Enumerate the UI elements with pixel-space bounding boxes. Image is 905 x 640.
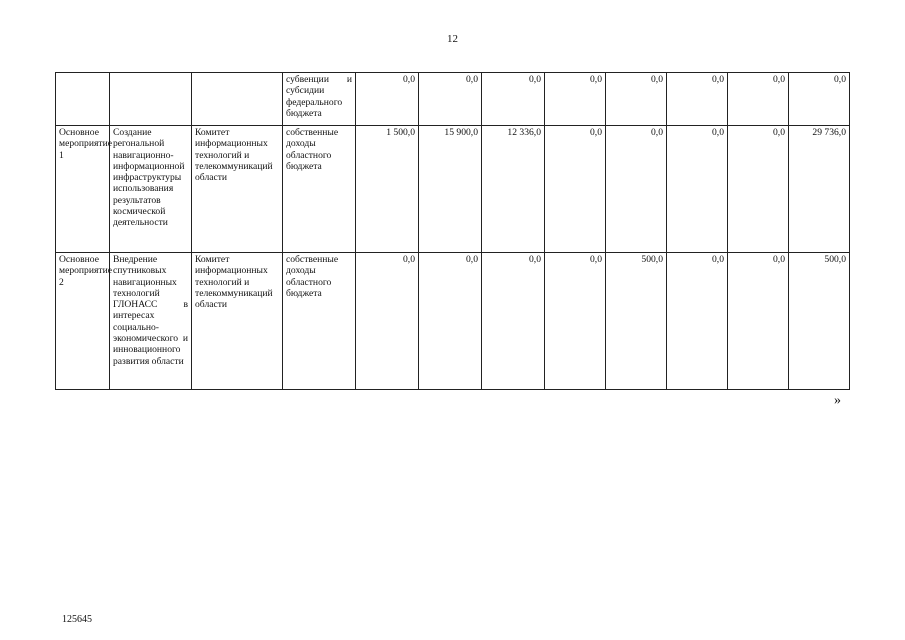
value-cell: 0,0: [545, 73, 606, 126]
table-row: [56, 253, 850, 390]
activity-title-cell: Создание регональной навигационно-информационной инфраструктуры использования результатов космической деятельности: [110, 126, 192, 253]
continuation-mark: »: [834, 393, 841, 408]
page-number: 12: [447, 33, 458, 45]
total-value-cell: 0,0: [789, 73, 850, 126]
value-cell: 15 900,0: [419, 126, 482, 253]
value-cell: 0,0: [667, 126, 728, 253]
value-cell: 1 500,0: [356, 126, 419, 253]
executor-cell: Комитет информационных технологий и телекоммуникаций области: [192, 253, 283, 390]
value-cell: 0,0: [419, 253, 482, 390]
funding-source-cell: собственные доходы областного бюджета: [283, 126, 356, 253]
budget-table: [55, 72, 850, 390]
value-cell: 0,0: [728, 253, 789, 390]
value-cell: 0,0: [356, 73, 419, 126]
table-row: [56, 126, 850, 253]
executor-cell: [192, 73, 283, 126]
activity-title-cell: Внедрение спутниковых навигационных технологий ГЛОНАСС в интересах социально-экономического и инновационного развития области: [110, 253, 192, 390]
activity-cell: Основное мероприятие 1: [56, 126, 110, 253]
value-cell: 0,0: [667, 253, 728, 390]
value-cell: 0,0: [606, 73, 667, 126]
activity-cell: Основное мероприятие 2: [56, 253, 110, 390]
total-value-cell: 500,0: [789, 253, 850, 390]
activity-title-cell: [110, 73, 192, 126]
funding-source-cell: собственные доходы областного бюджета: [283, 253, 356, 390]
funding-source-cell: субвенции и субсидии федерального бюджета: [283, 73, 356, 126]
document-code: 125645: [62, 614, 92, 625]
value-cell: 0,0: [728, 126, 789, 253]
value-cell: 0,0: [356, 253, 419, 390]
value-cell: 500,0: [606, 253, 667, 390]
value-cell: 0,0: [419, 73, 482, 126]
value-cell: 0,0: [545, 126, 606, 253]
value-cell: 0,0: [482, 73, 545, 126]
table-row: [56, 73, 850, 126]
value-cell: 0,0: [667, 73, 728, 126]
executor-cell: Комитет информационных технологий и телекоммуникаций области: [192, 126, 283, 253]
value-cell: 0,0: [482, 253, 545, 390]
activity-cell: [56, 73, 110, 126]
value-cell: 0,0: [606, 126, 667, 253]
value-cell: 0,0: [545, 253, 606, 390]
total-value-cell: 29 736,0: [789, 126, 850, 253]
value-cell: 12 336,0: [482, 126, 545, 253]
value-cell: 0,0: [728, 73, 789, 126]
